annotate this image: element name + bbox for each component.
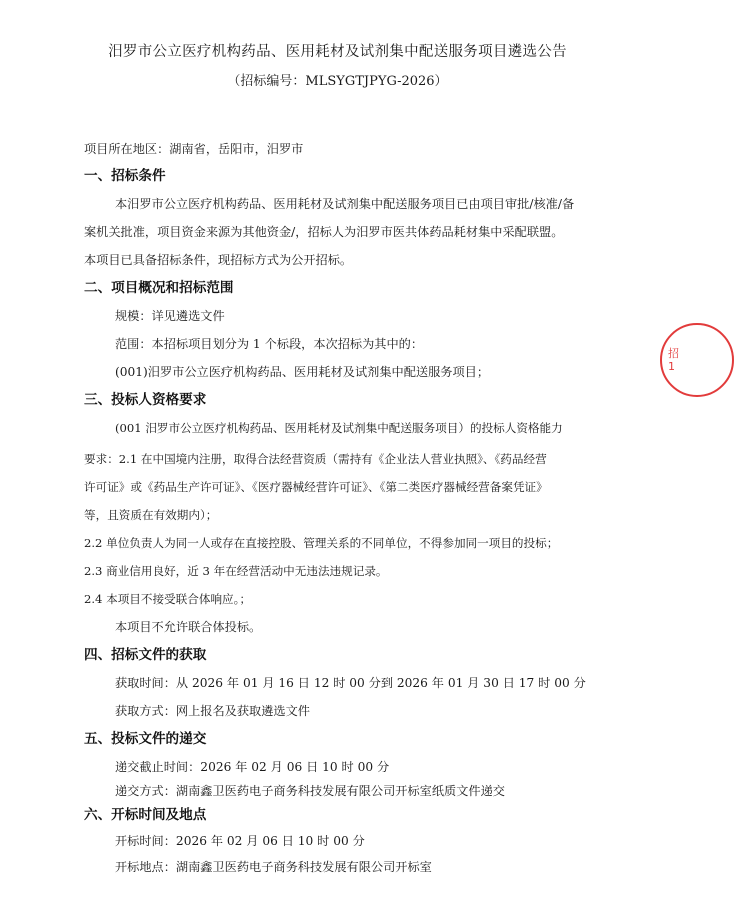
project-scope: 范围：本招标项目划分为 1 个标段，本次招标为其中的： [115, 337, 424, 351]
submission-method: 递交方式：湖南鑫卫医药电子商务科技发展有限公司开标室纸质文件递交 [115, 784, 505, 798]
acquisition-time: 获取时间：从 2026 年 01 月 16 日 12 时 00 分到 2026 年 01 月 30 日 17 时 00 分 [115, 676, 586, 690]
project-scale: 规模：详见遴选文件 [115, 309, 225, 323]
paragraph-line: 本项目已具备招标条件，现招标方式为公开招标。 [84, 253, 353, 267]
submission-deadline: 递交截止时间：2026 年 02 月 06 日 10 时 00 分 [115, 760, 390, 774]
section-heading-documents: 四、招标文件的获取 [84, 647, 207, 663]
project-lot: (001)汨罗市公立医疗机构药品、医用耗材及试剂集中配送服务项目； [115, 365, 490, 379]
opening-place: 开标地点：湖南鑫卫医药电子商务科技发展有限公司开标室 [115, 860, 432, 874]
section-heading-overview: 二、项目概况和招标范围 [84, 280, 234, 296]
qualification-line: 许可证》或《药品生产许可证》、《医疗器械经营许可证》、《第二类医疗器械经营备案凭证》 [84, 480, 548, 494]
qualification-line: 2.2 单位负责人为同一人或存在直接控股、管理关系的不同单位，不得参加同一项目的投标； [84, 536, 559, 550]
qualification-line: 等，且资质在有效期内）； [84, 508, 218, 522]
section-heading-qualifications: 三、投标人资格要求 [84, 392, 207, 408]
red-seal-stamp [660, 323, 734, 397]
project-region: 项目所在地区：湖南省，岳阳市，汨罗市 [84, 142, 304, 156]
qualification-line: 要求：2.1 在中国境内注册，取得合法经营资质（需持有《企业法人营业执照》、《药品经营 [84, 452, 547, 466]
section-heading-submission: 五、投标文件的递交 [84, 731, 207, 747]
paragraph-line: 本汨罗市公立医疗机构药品、医用耗材及试剂集中配送服务项目已由项目审批/核准/备 [115, 197, 575, 211]
qualification-line: 2.3 商业信用良好，近 3 年在经营活动中无违法违规记录。 [84, 564, 388, 578]
qualification-line: 2.4 本项目不接受联合体响应。； [84, 592, 252, 606]
section-heading-conditions: 一、招标条件 [84, 168, 166, 184]
paragraph-line: 案机关批准，项目资金来源为其他资金/，招标人为汨罗市医共体药品耗材集中采配联盟。 [84, 225, 564, 239]
document-title: 汨罗市公立医疗机构药品、医用耗材及试剂集中配送服务项目遴选公告 [108, 44, 567, 60]
section-heading-opening: 六、开标时间及地点 [84, 807, 207, 823]
opening-time: 开标时间：2026 年 02 月 06 日 10 时 00 分 [115, 834, 365, 848]
tender-code: （招标编号：MLSYGTJPYG-2026） [227, 74, 448, 89]
joint-bid-note: 本项目不允许联合体投标。 [115, 620, 262, 634]
qualification-line: (001 汨罗市公立医疗机构药品、医用耗材及试剂集中配送服务项目）的投标人资格能力 [115, 421, 563, 435]
stamp-text: 招 1 [668, 347, 679, 373]
acquisition-method: 获取方式：网上报名及获取遴选文件 [115, 704, 310, 718]
